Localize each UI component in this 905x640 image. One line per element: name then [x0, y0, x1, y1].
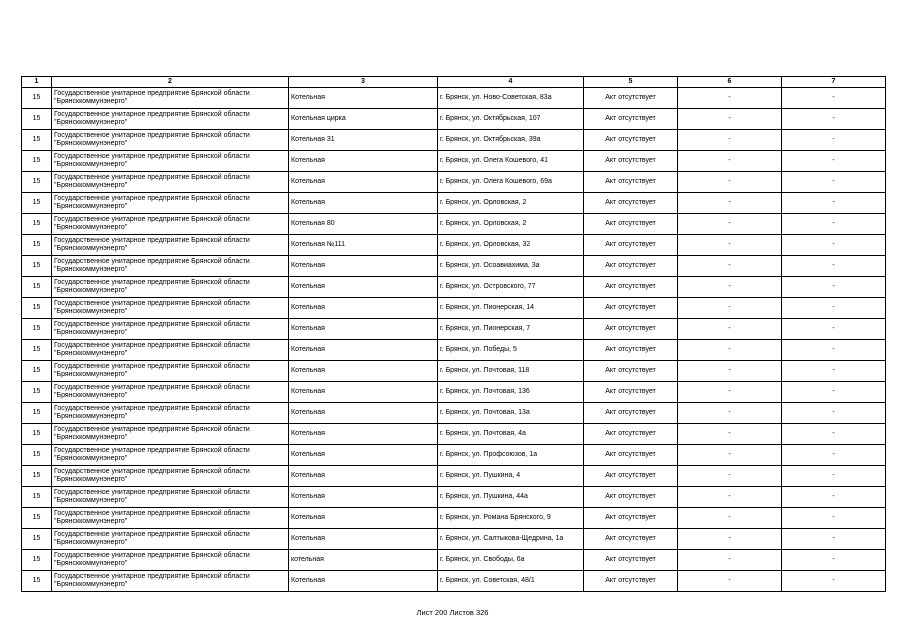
row-number-cell: 15 [22, 424, 52, 445]
act-status-cell: Акт отсутствует [584, 340, 678, 361]
column-7-cell: - [782, 340, 886, 361]
table-row [22, 340, 886, 361]
organization-cell: Государственное унитарное предприятие Брянской области "Брянсккоммунэнерго" [52, 508, 289, 529]
column-7-cell: - [782, 235, 886, 256]
object-name-cell: Котельная [289, 193, 438, 214]
column-6-cell: - [678, 151, 782, 172]
address-cell: г. Брянск, ул. Пушкина, 4 [438, 466, 584, 487]
organization-cell: Государственное унитарное предприятие Брянской области "Брянсккоммунэнерго" [52, 487, 289, 508]
object-name-cell: Котельная [289, 487, 438, 508]
table-row [22, 235, 886, 256]
act-status-cell: Акт отсутствует [584, 277, 678, 298]
object-name-cell: Котельная [289, 277, 438, 298]
table-row [22, 88, 886, 109]
header-row [22, 77, 886, 88]
organization-cell: Государственное унитарное предприятие Брянской области "Брянсккоммунэнерго" [52, 466, 289, 487]
column-7-cell: - [782, 214, 886, 235]
column-6-cell: - [678, 319, 782, 340]
row-number-cell: 15 [22, 361, 52, 382]
address-cell: г. Брянск, ул. Салтыкова-Щедрина, 1а [438, 529, 584, 550]
organization-cell: Государственное унитарное предприятие Брянской области "Брянсккоммунэнерго" [52, 382, 289, 403]
column-6-cell: - [678, 403, 782, 424]
address-cell: г. Брянск, ул. Победы, 5 [438, 340, 584, 361]
object-name-cell: Котельная 80 [289, 214, 438, 235]
table-row [22, 382, 886, 403]
act-status-cell: Акт отсутствует [584, 445, 678, 466]
table-row [22, 550, 886, 571]
column-7-cell: - [782, 109, 886, 130]
address-cell: г. Брянск, ул. Почтовая, 4а [438, 424, 584, 445]
row-number-cell: 15 [22, 403, 52, 424]
organization-cell: Государственное унитарное предприятие Брянской области "Брянсккоммунэнерго" [52, 256, 289, 277]
organization-cell: Государственное унитарное предприятие Брянской области "Брянсккоммунэнерго" [52, 88, 289, 109]
organization-cell: Государственное унитарное предприятие Брянской области "Брянсккоммунэнерго" [52, 529, 289, 550]
column-6-cell: - [678, 214, 782, 235]
address-cell: г. Брянск, ул. Олега Кошевого, 41 [438, 151, 584, 172]
address-cell: г. Брянск, ул. Пионерская, 7 [438, 319, 584, 340]
address-cell: г. Брянск, ул. Орловская, 2 [438, 214, 584, 235]
object-name-cell: Котельная [289, 382, 438, 403]
organization-cell: Государственное унитарное предприятие Брянской области "Брянсккоммунэнерго" [52, 445, 289, 466]
act-status-cell: Акт отсутствует [584, 550, 678, 571]
address-cell: г. Брянск, ул. Почтовая, 136 [438, 382, 584, 403]
column-7-cell: - [782, 571, 886, 592]
row-number-cell: 15 [22, 319, 52, 340]
column-header-3: 3 [289, 77, 438, 88]
column-6-cell: - [678, 130, 782, 151]
object-name-cell: Котельная [289, 151, 438, 172]
column-6-cell: - [678, 445, 782, 466]
act-status-cell: Акт отсутствует [584, 487, 678, 508]
row-number-cell: 15 [22, 571, 52, 592]
act-status-cell: Акт отсутствует [584, 319, 678, 340]
row-number-cell: 15 [22, 508, 52, 529]
column-7-cell: - [782, 193, 886, 214]
act-status-cell: Акт отсутствует [584, 88, 678, 109]
column-7-cell: - [782, 277, 886, 298]
organization-cell: Государственное унитарное предприятие Брянской области "Брянсккоммунэнерго" [52, 298, 289, 319]
column-7-cell: - [782, 445, 886, 466]
object-name-cell: Котельная цирка [289, 109, 438, 130]
act-status-cell: Акт отсутствует [584, 193, 678, 214]
act-status-cell: Акт отсутствует [584, 151, 678, 172]
address-cell: г. Брянск, ул. Ново-Советская, 83а [438, 88, 584, 109]
column-6-cell: - [678, 508, 782, 529]
organization-cell: Государственное унитарное предприятие Брянской области "Брянсккоммунэнерго" [52, 550, 289, 571]
column-7-cell: - [782, 508, 886, 529]
organization-cell: Государственное унитарное предприятие Брянской области "Брянсккоммунэнерго" [52, 151, 289, 172]
organization-cell: Государственное унитарное предприятие Брянской области "Брянсккоммунэнерго" [52, 424, 289, 445]
table-body [22, 88, 886, 592]
row-number-cell: 15 [22, 277, 52, 298]
object-name-cell: Котельная [289, 298, 438, 319]
column-6-cell: - [678, 424, 782, 445]
row-number-cell: 15 [22, 193, 52, 214]
row-number-cell: 15 [22, 466, 52, 487]
object-name-cell: Котельная [289, 172, 438, 193]
column-7-cell: - [782, 529, 886, 550]
object-name-cell: Котельная [289, 88, 438, 109]
object-name-cell: Котельная [289, 361, 438, 382]
row-number-cell: 15 [22, 529, 52, 550]
table-row [22, 571, 886, 592]
column-header-2: 2 [52, 77, 289, 88]
column-6-cell: - [678, 235, 782, 256]
object-name-cell: Котельная [289, 529, 438, 550]
column-6-cell: - [678, 466, 782, 487]
table-row [22, 172, 886, 193]
object-name-cell: Котельная [289, 403, 438, 424]
object-name-cell: Котельная №111 [289, 235, 438, 256]
organization-cell: Государственное унитарное предприятие Брянской области "Брянсккоммунэнерго" [52, 319, 289, 340]
object-name-cell: Котельная [289, 424, 438, 445]
object-name-cell: котельная [289, 550, 438, 571]
row-number-cell: 15 [22, 550, 52, 571]
table-row [22, 424, 886, 445]
table-row [22, 319, 886, 340]
table-row [22, 466, 886, 487]
column-6-cell: - [678, 193, 782, 214]
act-status-cell: Акт отсутствует [584, 361, 678, 382]
data-table [21, 76, 886, 592]
address-cell: г. Брянск, ул. Профсоюзов, 1а [438, 445, 584, 466]
organization-cell: Государственное унитарное предприятие Брянской области "Брянсккоммунэнерго" [52, 193, 289, 214]
column-header-6: 6 [678, 77, 782, 88]
row-number-cell: 15 [22, 172, 52, 193]
row-number-cell: 15 [22, 298, 52, 319]
column-6-cell: - [678, 550, 782, 571]
column-7-cell: - [782, 466, 886, 487]
row-number-cell: 15 [22, 445, 52, 466]
column-7-cell: - [782, 487, 886, 508]
row-number-cell: 15 [22, 130, 52, 151]
column-6-cell: - [678, 298, 782, 319]
address-cell: г. Брянск, ул. Орловская, 32 [438, 235, 584, 256]
column-7-cell: - [782, 424, 886, 445]
object-name-cell: Котельная 31 [289, 130, 438, 151]
object-name-cell: Котельная [289, 256, 438, 277]
column-6-cell: - [678, 382, 782, 403]
table-row [22, 487, 886, 508]
table-row [22, 298, 886, 319]
object-name-cell: Котельная [289, 319, 438, 340]
column-7-cell: - [782, 130, 886, 151]
address-cell: г. Брянск, ул. Пушкина, 44а [438, 487, 584, 508]
column-6-cell: - [678, 487, 782, 508]
column-7-cell: - [782, 403, 886, 424]
act-status-cell: Акт отсутствует [584, 109, 678, 130]
column-6-cell: - [678, 571, 782, 592]
object-name-cell: Котельная [289, 445, 438, 466]
table-row [22, 256, 886, 277]
column-7-cell: - [782, 319, 886, 340]
column-6-cell: - [678, 529, 782, 550]
table-row [22, 403, 886, 424]
column-header-5: 5 [584, 77, 678, 88]
address-cell: г. Брянск, ул. Октябрьская, 107 [438, 109, 584, 130]
act-status-cell: Акт отсутствует [584, 130, 678, 151]
column-6-cell: - [678, 109, 782, 130]
row-number-cell: 15 [22, 340, 52, 361]
act-status-cell: Акт отсутствует [584, 256, 678, 277]
column-6-cell: - [678, 340, 782, 361]
column-7-cell: - [782, 172, 886, 193]
column-7-cell: - [782, 256, 886, 277]
table-header [22, 77, 886, 88]
act-status-cell: Акт отсутствует [584, 508, 678, 529]
row-number-cell: 15 [22, 256, 52, 277]
address-cell: г. Брянск, ул. Свободы, 6а [438, 550, 584, 571]
table-row [22, 508, 886, 529]
act-status-cell: Акт отсутствует [584, 571, 678, 592]
column-7-cell: - [782, 298, 886, 319]
act-status-cell: Акт отсутствует [584, 298, 678, 319]
act-status-cell: Акт отсутствует [584, 529, 678, 550]
column-6-cell: - [678, 277, 782, 298]
organization-cell: Государственное унитарное предприятие Брянской области "Брянсккоммунэнерго" [52, 340, 289, 361]
act-status-cell: Акт отсутствует [584, 382, 678, 403]
row-number-cell: 15 [22, 487, 52, 508]
column-7-cell: - [782, 550, 886, 571]
table-row [22, 214, 886, 235]
object-name-cell: Котельная [289, 340, 438, 361]
address-cell: г. Брянск, ул. Орловская, 2 [438, 193, 584, 214]
row-number-cell: 15 [22, 235, 52, 256]
organization-cell: Государственное унитарное предприятие Брянской области "Брянсккоммунэнерго" [52, 361, 289, 382]
address-cell: г. Брянск, ул. Пионерская, 14 [438, 298, 584, 319]
table-row [22, 109, 886, 130]
object-name-cell: Котельная [289, 508, 438, 529]
row-number-cell: 15 [22, 214, 52, 235]
column-header-7: 7 [782, 77, 886, 88]
table-row [22, 445, 886, 466]
object-name-cell: Котельная [289, 571, 438, 592]
column-7-cell: - [782, 88, 886, 109]
organization-cell: Государственное унитарное предприятие Брянской области "Брянсккоммунэнерго" [52, 235, 289, 256]
address-cell: г. Брянск, ул. Советская, 48/1 [438, 571, 584, 592]
column-header-4: 4 [438, 77, 584, 88]
organization-cell: Государственное унитарное предприятие Брянской области "Брянсккоммунэнерго" [52, 130, 289, 151]
column-6-cell: - [678, 88, 782, 109]
organization-cell: Государственное унитарное предприятие Брянской области "Брянсккоммунэнерго" [52, 403, 289, 424]
act-status-cell: Акт отсутствует [584, 466, 678, 487]
table-row [22, 529, 886, 550]
page-number-footer: Лист 200 Листов 326 [416, 608, 489, 617]
address-cell: г. Брянск, ул. Островского, 77 [438, 277, 584, 298]
column-6-cell: - [678, 361, 782, 382]
act-status-cell: Акт отсутствует [584, 403, 678, 424]
organization-cell: Государственное унитарное предприятие Брянской области "Брянсккоммунэнерго" [52, 214, 289, 235]
act-status-cell: Акт отсутствует [584, 172, 678, 193]
column-6-cell: - [678, 172, 782, 193]
address-cell: г. Брянск, ул. Олега Кошевого, 69а [438, 172, 584, 193]
column-7-cell: - [782, 382, 886, 403]
table-row [22, 193, 886, 214]
address-cell: г. Брянск, ул. Почтовая, 13а [438, 403, 584, 424]
organization-cell: Государственное унитарное предприятие Брянской области "Брянсккоммунэнерго" [52, 571, 289, 592]
organization-cell: Государственное унитарное предприятие Брянской области "Брянсккоммунэнерго" [52, 277, 289, 298]
table-row [22, 130, 886, 151]
organization-cell: Государственное унитарное предприятие Брянской области "Брянсккоммунэнерго" [52, 109, 289, 130]
table-row [22, 361, 886, 382]
object-name-cell: Котельная [289, 466, 438, 487]
row-number-cell: 15 [22, 151, 52, 172]
act-status-cell: Акт отсутствует [584, 214, 678, 235]
column-header-1: 1 [22, 77, 52, 88]
row-number-cell: 15 [22, 382, 52, 403]
row-number-cell: 15 [22, 109, 52, 130]
row-number-cell: 15 [22, 88, 52, 109]
address-cell: г. Брянск, ул. Почтовая, 118 [438, 361, 584, 382]
address-cell: г. Брянск, ул. Романа Брянского, 9 [438, 508, 584, 529]
address-cell: г. Брянск, ул. Осоавиахима, 3а [438, 256, 584, 277]
act-status-cell: Акт отсутствует [584, 235, 678, 256]
table-row [22, 277, 886, 298]
column-6-cell: - [678, 256, 782, 277]
organization-cell: Государственное унитарное предприятие Брянской области "Брянсккоммунэнерго" [52, 172, 289, 193]
act-status-cell: Акт отсутствует [584, 424, 678, 445]
column-7-cell: - [782, 361, 886, 382]
table-row [22, 151, 886, 172]
column-7-cell: - [782, 151, 886, 172]
address-cell: г. Брянск, ул. Октябрьская, 39а [438, 130, 584, 151]
